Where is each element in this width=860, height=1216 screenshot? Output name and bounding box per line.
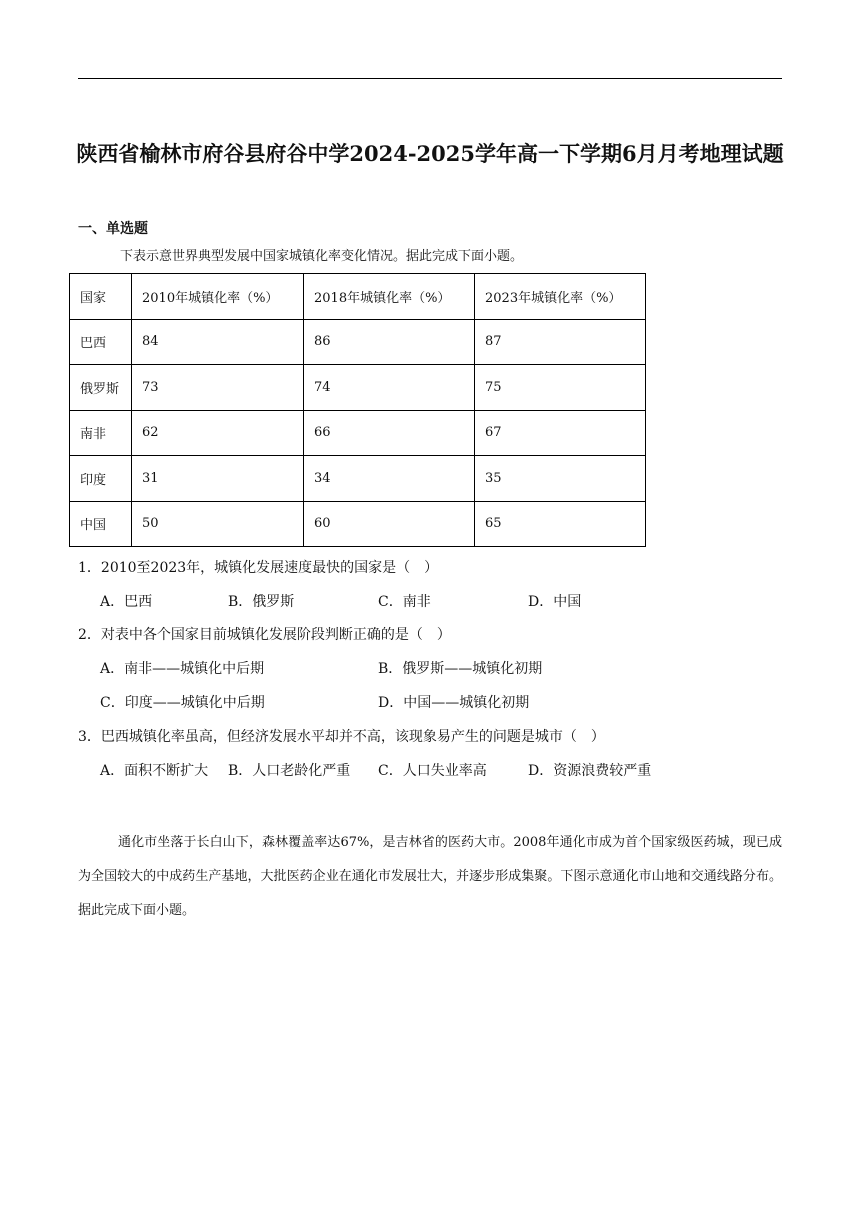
table-cell: 66 [304,410,475,456]
table-row [70,319,646,365]
table-cell: 34 [304,456,475,502]
table-cell: 印度 [70,456,132,502]
q1-option-d: D．中国 [528,594,582,610]
table-cell: 50 [132,501,304,547]
question-intro: 下表示意世界典型发展中国家城镇化率变化情况。据此完成下面小题。 [120,249,524,264]
q3-option-d: D．资源浪费较严重 [528,763,652,779]
table-cell: 74 [304,365,475,411]
table-cell: 65 [475,501,646,547]
table-cell: 87 [475,319,646,365]
table-cell: 35 [475,456,646,502]
question-3: 3．巴西城镇化率虽高，但经济发展水平却并不高，该现象易产生的问题是城市（ ） [78,729,605,745]
section-heading: 一、单选题 [78,221,148,237]
question-1: 1．2010至2023年，城镇化发展速度最快的国家是（ ） [78,560,439,576]
table-cell: 60 [304,501,475,547]
table-header-row [70,274,646,320]
table-header-cell: 2010年城镇化率（%） [132,274,304,320]
q3-option-b: B．人口老龄化严重 [228,763,351,779]
table-cell: 巴西 [70,319,132,365]
table-header-cell: 2023年城镇化率（%） [475,274,646,320]
header-rule [78,78,782,79]
q3-option-c: C．人口失业率高 [378,763,487,779]
table-row [70,410,646,456]
table-cell: 62 [132,410,304,456]
table-row [70,365,646,411]
passage-intro: 通化市坐落于长白山下，森林覆盖率达67%，是吉林省的医药大市。2008年通化市成为首个国家级医药城，现已成为全国较大的中成药生产基地，大批医药企业在通化市发展壮大，并逐步形成集聚。下图示意通化市山地和交通线路分布。据此完成下面小题。 [78,835,782,918]
q1-option-c: C．南非 [378,594,431,610]
q1-option-b: B．俄罗斯 [228,594,295,610]
table-row [70,456,646,502]
table-cell: 67 [475,410,646,456]
table-header-cell: 国家 [70,274,132,320]
table-cell: 俄罗斯 [70,365,132,411]
exam-title: 陕西省榆林市府谷县府谷中学2024-2025学年高一下学期6月月考地理试题 [76,141,784,166]
question-2: 2．对表中各个国家目前城镇化发展阶段判断正确的是（ ） [78,627,451,643]
q1-option-a: A．巴西 [100,594,153,610]
q2-option-d: D．中国——城镇化初期 [378,695,530,711]
table-row [70,501,646,547]
table-cell: 75 [475,365,646,411]
urbanization-table [69,273,646,547]
q2-option-a: A．南非——城镇化中后期 [100,661,265,677]
table-cell: 南非 [70,410,132,456]
table-header-cell: 2018年城镇化率（%） [304,274,475,320]
table-cell: 31 [132,456,304,502]
table-cell: 84 [132,319,304,365]
q2-option-b: B．俄罗斯——城镇化初期 [378,661,543,677]
q3-option-a: A．面积不断扩大 [100,763,209,779]
q2-option-c: C．印度——城镇化中后期 [100,695,265,711]
table-cell: 73 [132,365,304,411]
table-cell: 86 [304,319,475,365]
table-cell: 中国 [70,501,132,547]
